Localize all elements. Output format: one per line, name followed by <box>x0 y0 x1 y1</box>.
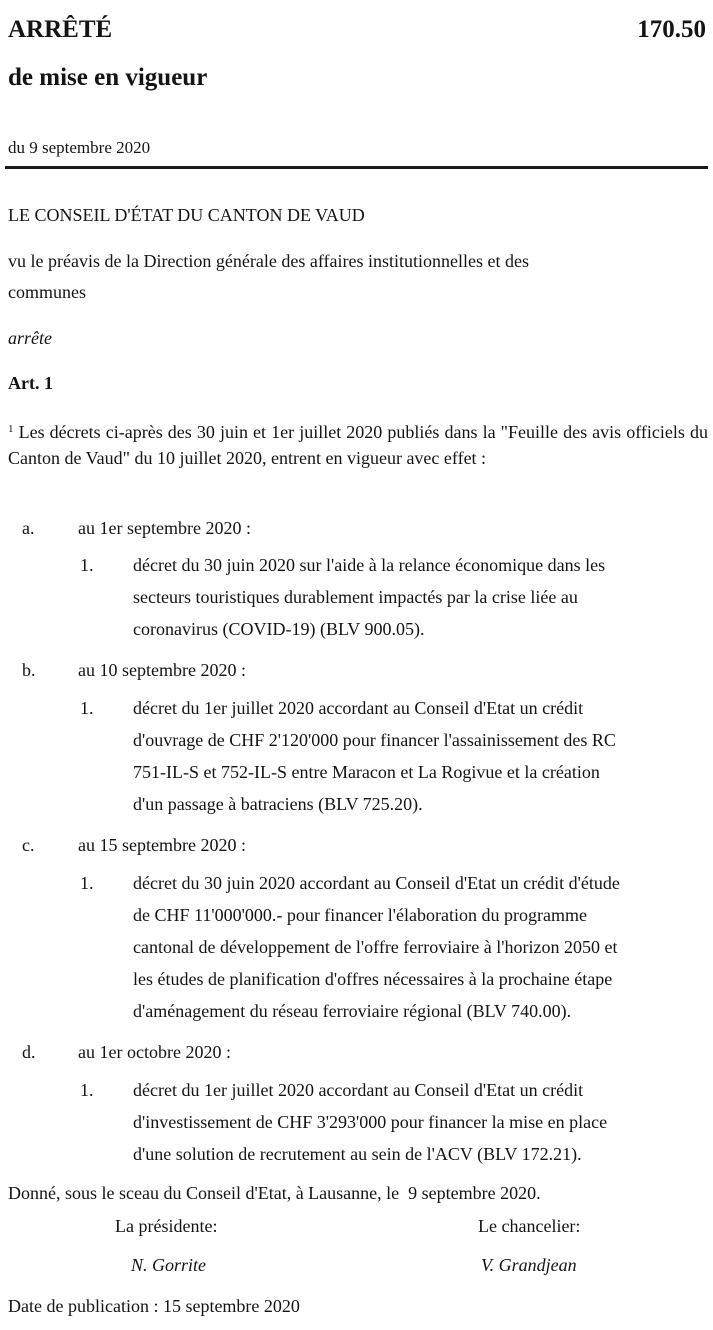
signature-left-role: La présidente: <box>115 1216 218 1236</box>
document-date: du 9 septembre 2020 <box>8 138 151 157</box>
issuing-authority: LE CONSEIL D'ÉTAT DU CANTON DE VAUD <box>8 205 365 225</box>
section-c-line-3: cantonal de développement de l'offre ferroviaire à l'horizon 2050 et <box>133 937 618 957</box>
article-intro-text: Les décrets ci-après des 30 juin et 1er juillet 2020 publiés dans la "Feuille des avis officiels du Canton de Vaud" du 10 juillet 2020, entrent en vigueur avec effet : <box>8 422 708 468</box>
article-intro <box>8 419 708 471</box>
section-c-line-5: d'aménagement du réseau ferroviaire régional (BLV 740.00). <box>133 1001 572 1021</box>
section-a-line-2: secteurs touristiques durablement impactés par la crise liée au <box>133 587 578 607</box>
section-d-line-1: décret du 1er juillet 2020 accordant au Conseil d'Etat un crédit <box>133 1080 584 1100</box>
section-b-line-3: 751-IL-S et 752-IL-S entre Maracon et La Rogivue et la création <box>133 762 600 782</box>
paragraph-number: 1 <box>8 423 14 435</box>
document-title: ARRÊTÉ <box>8 16 113 43</box>
section-b-letter: b. <box>22 660 36 680</box>
section-b-line-1: décret du 1er juillet 2020 accordant au Conseil d'Etat un crédit <box>133 698 584 718</box>
header-divider <box>5 166 708 169</box>
section-a-letter: a. <box>22 518 35 538</box>
section-c-letter: c. <box>22 835 35 855</box>
decides-word: arrête <box>8 328 52 348</box>
closing-statement: Donné, sous le sceau du Conseil d'Etat, à Lausanne, le 9 septembre 2020. <box>8 1183 541 1203</box>
section-a-line-1: décret du 30 juin 2020 sur l'aide à la relance économique dans les <box>133 555 606 575</box>
section-c-line-4: les études de planification d'offres nécessaires à la prochaine étape <box>133 969 613 989</box>
section-b-line-2: d'ouvrage de CHF 2'120'000 pour financer l'assainissement des RC <box>133 730 616 750</box>
section-a-item-number: 1. <box>80 555 94 575</box>
section-a-line-3: coronavirus (COVID-19) (BLV 900.05). <box>133 619 425 639</box>
section-c-line-2: de CHF 11'000'000.- pour financer l'élaboration du programme <box>133 905 587 925</box>
section-d-letter: d. <box>22 1042 36 1062</box>
signature-right-role: Le chancelier: <box>478 1216 581 1236</box>
section-b-date: au 10 septembre 2020 : <box>78 660 246 680</box>
section-c-line-1: décret du 30 juin 2020 accordant au Conseil d'Etat un crédit d'étude <box>133 873 620 893</box>
signature-right-name: V. Grandjean <box>481 1255 577 1275</box>
publication-date: Date de publication : 15 septembre 2020 <box>8 1296 300 1316</box>
section-c-item-number: 1. <box>80 873 94 893</box>
section-b-item-number: 1. <box>80 698 94 718</box>
article-title: Art. 1 <box>8 373 53 393</box>
signature-left-name: N. Gorrite <box>131 1255 207 1275</box>
section-d-line-2: d'investissement de CHF 3'293'000 pour financer la mise en place <box>133 1112 608 1132</box>
section-d-line-3: d'une solution de recrutement au sein de l'ACV (BLV 172.21). <box>133 1144 582 1164</box>
document-subtitle: de mise en vigueur <box>8 64 208 91</box>
section-c-date: au 15 septembre 2020 : <box>78 835 246 855</box>
preamble-line-1: vu le préavis de la Direction générale des affaires institutionnelles et des <box>8 251 529 271</box>
section-b-line-4: d'un passage à batraciens (BLV 725.20). <box>133 794 423 814</box>
document-number: 170.50 <box>637 16 706 43</box>
section-a-date: au 1er septembre 2020 : <box>78 518 251 538</box>
section-d-date: au 1er octobre 2020 : <box>78 1042 231 1062</box>
preamble-line-2: communes <box>8 282 86 302</box>
section-d-item-number: 1. <box>80 1080 94 1100</box>
